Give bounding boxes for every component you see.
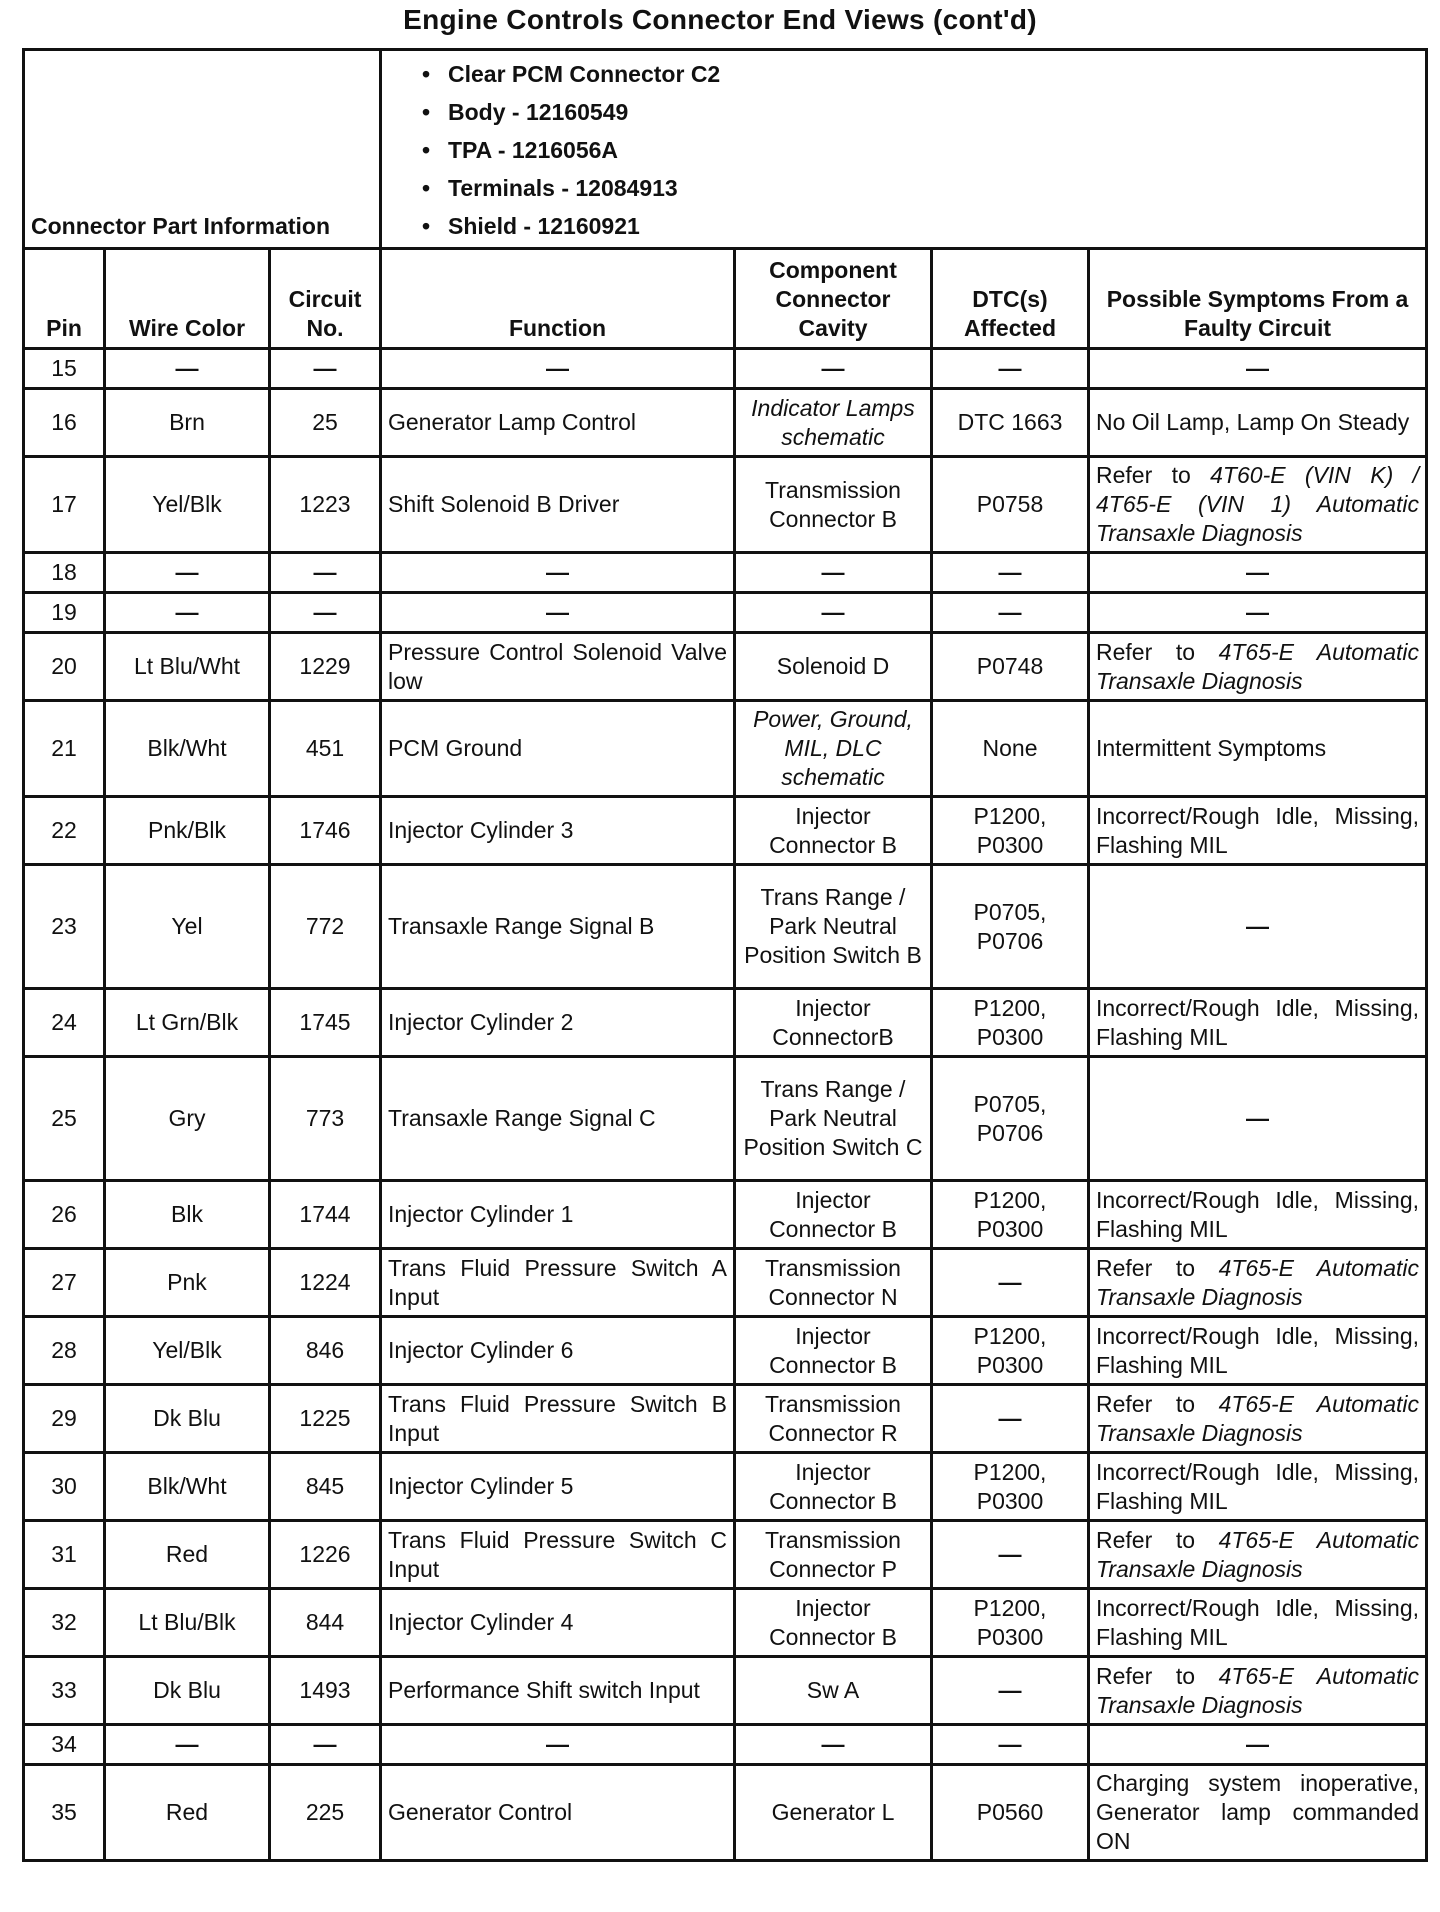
table-row bbox=[24, 1181, 1427, 1249]
dtc-cell: P0705, P0706 bbox=[932, 1057, 1089, 1181]
symptoms-cell: Refer to 4T60-E (VIN K) / 4T65-E (VIN 1) Automatic Transaxle Diagnosis bbox=[1089, 457, 1427, 553]
pin-cell: 26 bbox=[24, 1181, 105, 1249]
function-cell: Transaxle Range Signal B bbox=[381, 865, 735, 989]
cavity-cell: Transmission Connector P bbox=[735, 1521, 932, 1589]
cavity-cell: Injector Connector B bbox=[735, 1453, 932, 1521]
circuit-cell: 772 bbox=[270, 865, 381, 989]
dtc-cell: P0705, P0706 bbox=[932, 865, 1089, 989]
cavity-cell: — bbox=[735, 349, 932, 389]
circuit-cell: 25 bbox=[270, 389, 381, 457]
pin-cell: 28 bbox=[24, 1317, 105, 1385]
table-row bbox=[24, 1765, 1427, 1861]
connector-info-list bbox=[381, 50, 1427, 249]
column-header-row bbox=[24, 249, 1427, 349]
connector-info-item: • Body - 12160549 bbox=[422, 99, 629, 125]
dtc-cell: P1200, P0300 bbox=[932, 989, 1089, 1057]
pin-cell: 31 bbox=[24, 1521, 105, 1589]
symptoms-cell: Refer to 4T65-E Automatic Transaxle Diagnosis bbox=[1089, 1521, 1427, 1589]
symptoms-cell: — bbox=[1089, 865, 1427, 989]
wire-color-cell: — bbox=[105, 349, 270, 389]
cavity-cell: Injector ConnectorB bbox=[735, 989, 932, 1057]
circuit-cell: — bbox=[270, 593, 381, 633]
function-cell: Injector Cylinder 5 bbox=[381, 1453, 735, 1521]
wire-color-cell: — bbox=[105, 553, 270, 593]
table-row bbox=[24, 701, 1427, 797]
function-cell: Injector Cylinder 2 bbox=[381, 989, 735, 1057]
table-row bbox=[24, 1385, 1427, 1453]
pin-cell: 29 bbox=[24, 1385, 105, 1453]
symptoms-cell: Refer to 4T65-E Automatic Transaxle Diagnosis bbox=[1089, 1385, 1427, 1453]
pin-cell: 32 bbox=[24, 1589, 105, 1657]
function-cell: Trans Fluid Pressure Switch B Input bbox=[381, 1385, 735, 1453]
table-row bbox=[24, 457, 1427, 553]
symptoms-cell: Incorrect/Rough Idle, Missing, Flashing MIL bbox=[1089, 1453, 1427, 1521]
symptoms-cell: Refer to 4T65-E Automatic Transaxle Diagnosis bbox=[1089, 1657, 1427, 1725]
circuit-cell: 1226 bbox=[270, 1521, 381, 1589]
wire-color-cell: Lt Blu/Blk bbox=[105, 1589, 270, 1657]
cavity-cell: Transmission Connector R bbox=[735, 1385, 932, 1453]
dtc-cell: — bbox=[932, 1249, 1089, 1317]
table-row bbox=[24, 1249, 1427, 1317]
cavity-cell: Indicator Lamps schematic bbox=[735, 389, 932, 457]
table-row bbox=[24, 1317, 1427, 1385]
symptoms-cell: Incorrect/Rough Idle, Missing, Flashing MIL bbox=[1089, 1317, 1427, 1385]
wire-color-cell: Dk Blu bbox=[105, 1385, 270, 1453]
symptoms-cell: — bbox=[1089, 593, 1427, 633]
cavity-cell: Transmission Connector N bbox=[735, 1249, 932, 1317]
circuit-cell: 451 bbox=[270, 701, 381, 797]
cavity-cell: Trans Range / Park Neutral Position Switch B bbox=[735, 865, 932, 989]
table-row bbox=[24, 389, 1427, 457]
function-cell: — bbox=[381, 1725, 735, 1765]
pin-cell: 17 bbox=[24, 457, 105, 553]
header-circuit: Circuit No. bbox=[270, 249, 381, 349]
pin-cell: 23 bbox=[24, 865, 105, 989]
wire-color-cell: Blk/Wht bbox=[105, 1453, 270, 1521]
dtc-cell: P1200, P0300 bbox=[932, 1453, 1089, 1521]
wire-color-cell: Pnk/Blk bbox=[105, 797, 270, 865]
function-cell: Injector Cylinder 6 bbox=[381, 1317, 735, 1385]
dtc-cell: P0748 bbox=[932, 633, 1089, 701]
table-row bbox=[24, 593, 1427, 633]
pin-cell: 27 bbox=[24, 1249, 105, 1317]
table-row bbox=[24, 553, 1427, 593]
function-cell: Generator Control bbox=[381, 1765, 735, 1861]
wire-color-cell: — bbox=[105, 593, 270, 633]
dtc-cell: — bbox=[932, 1725, 1089, 1765]
pin-cell: 20 bbox=[24, 633, 105, 701]
cavity-cell: Injector Connector B bbox=[735, 1589, 932, 1657]
table-row bbox=[24, 1453, 1427, 1521]
circuit-cell: — bbox=[270, 1725, 381, 1765]
cavity-cell: Solenoid D bbox=[735, 633, 932, 701]
circuit-cell: 1229 bbox=[270, 633, 381, 701]
pin-cell: 24 bbox=[24, 989, 105, 1057]
cavity-cell: — bbox=[735, 593, 932, 633]
connector-info-item: • Clear PCM Connector C2 bbox=[422, 61, 721, 87]
cavity-cell: Generator L bbox=[735, 1765, 932, 1861]
pin-cell: 22 bbox=[24, 797, 105, 865]
function-cell: — bbox=[381, 349, 735, 389]
circuit-cell: — bbox=[270, 553, 381, 593]
table-row bbox=[24, 1657, 1427, 1725]
wire-color-cell: Red bbox=[105, 1765, 270, 1861]
wire-color-cell: Yel/Blk bbox=[105, 457, 270, 553]
symptoms-cell: — bbox=[1089, 349, 1427, 389]
dtc-cell: — bbox=[932, 349, 1089, 389]
function-cell: Trans Fluid Pressure Switch C Input bbox=[381, 1521, 735, 1589]
wire-color-cell: Blk/Wht bbox=[105, 701, 270, 797]
wire-color-cell: Brn bbox=[105, 389, 270, 457]
pin-cell: 16 bbox=[24, 389, 105, 457]
dtc-cell: — bbox=[932, 593, 1089, 633]
connector-info-row bbox=[24, 50, 1427, 249]
page-title: Engine Controls Connector End Views (cont'd) bbox=[403, 4, 1037, 35]
function-cell: Shift Solenoid B Driver bbox=[381, 457, 735, 553]
circuit-cell: 225 bbox=[270, 1765, 381, 1861]
symptoms-cell: Charging system inoperative, Generator lamp commanded ON bbox=[1089, 1765, 1427, 1861]
circuit-cell: 846 bbox=[270, 1317, 381, 1385]
table-row bbox=[24, 989, 1427, 1057]
function-cell: Injector Cylinder 1 bbox=[381, 1181, 735, 1249]
wire-color-cell: Blk bbox=[105, 1181, 270, 1249]
header-wire-color: Wire Color bbox=[105, 249, 270, 349]
cavity-cell: Trans Range / Park Neutral Position Switch C bbox=[735, 1057, 932, 1181]
dtc-cell: None bbox=[932, 701, 1089, 797]
symptoms-cell: — bbox=[1089, 1057, 1427, 1181]
header-function: Function bbox=[381, 249, 735, 349]
dtc-cell: P1200, P0300 bbox=[932, 1589, 1089, 1657]
function-cell: Performance Shift switch Input bbox=[381, 1657, 735, 1725]
circuit-cell: 1224 bbox=[270, 1249, 381, 1317]
function-cell: — bbox=[381, 553, 735, 593]
circuit-cell: 1225 bbox=[270, 1385, 381, 1453]
cavity-cell: Injector Connector B bbox=[735, 1181, 932, 1249]
connector-info-item: • TPA - 1216056A bbox=[422, 137, 619, 163]
pin-cell: 25 bbox=[24, 1057, 105, 1181]
circuit-cell: 1493 bbox=[270, 1657, 381, 1725]
table-row bbox=[24, 1057, 1427, 1181]
circuit-cell: 1744 bbox=[270, 1181, 381, 1249]
wire-color-cell: — bbox=[105, 1725, 270, 1765]
cavity-cell: Power, Ground, MIL, DLC schematic bbox=[735, 701, 932, 797]
circuit-cell: 845 bbox=[270, 1453, 381, 1521]
wire-color-cell: Yel bbox=[105, 865, 270, 989]
circuit-cell: — bbox=[270, 349, 381, 389]
header-dtc: DTC(s) Affected bbox=[932, 249, 1089, 349]
dtc-cell: — bbox=[932, 1657, 1089, 1725]
function-cell: — bbox=[381, 593, 735, 633]
dtc-cell: P1200, P0300 bbox=[932, 797, 1089, 865]
header-pin: Pin bbox=[24, 249, 105, 349]
header-cavity: Component Connector Cavity bbox=[735, 249, 932, 349]
function-cell: Pressure Control Solenoid Valve low bbox=[381, 633, 735, 701]
pin-cell: 15 bbox=[24, 349, 105, 389]
wire-color-cell: Pnk bbox=[105, 1249, 270, 1317]
circuit-cell: 1746 bbox=[270, 797, 381, 865]
dtc-cell: — bbox=[932, 553, 1089, 593]
table-row bbox=[24, 865, 1427, 989]
wire-color-cell: Dk Blu bbox=[105, 1657, 270, 1725]
table-row bbox=[24, 1589, 1427, 1657]
pin-cell: 30 bbox=[24, 1453, 105, 1521]
circuit-cell: 844 bbox=[270, 1589, 381, 1657]
cavity-cell: Injector Connector B bbox=[735, 797, 932, 865]
pin-cell: 35 bbox=[24, 1765, 105, 1861]
dtc-cell: P0758 bbox=[932, 457, 1089, 553]
dtc-cell: — bbox=[932, 1385, 1089, 1453]
symptoms-cell: Incorrect/Rough Idle, Missing, Flashing MIL bbox=[1089, 1181, 1427, 1249]
function-cell: Injector Cylinder 3 bbox=[381, 797, 735, 865]
wire-color-cell: Lt Grn/Blk bbox=[105, 989, 270, 1057]
symptoms-cell: Incorrect/Rough Idle, Missing, Flashing MIL bbox=[1089, 1589, 1427, 1657]
connector-info-item: • Terminals - 12084913 bbox=[422, 175, 678, 201]
table-row bbox=[24, 633, 1427, 701]
symptoms-cell: Refer to 4T65-E Automatic Transaxle Diagnosis bbox=[1089, 1249, 1427, 1317]
pin-cell: 18 bbox=[24, 553, 105, 593]
pin-cell: 21 bbox=[24, 701, 105, 797]
function-cell: Injector Cylinder 4 bbox=[381, 1589, 735, 1657]
dtc-cell: P1200, P0300 bbox=[932, 1317, 1089, 1385]
cavity-cell: Transmission Connector B bbox=[735, 457, 932, 553]
cavity-cell: Sw A bbox=[735, 1657, 932, 1725]
pin-cell: 33 bbox=[24, 1657, 105, 1725]
circuit-cell: 1745 bbox=[270, 989, 381, 1057]
connector-table bbox=[22, 48, 1428, 1862]
wire-color-cell: Gry bbox=[105, 1057, 270, 1181]
function-cell: Trans Fluid Pressure Switch A Input bbox=[381, 1249, 735, 1317]
table-row bbox=[24, 1725, 1427, 1765]
symptoms-cell: Incorrect/Rough Idle, Missing, Flashing MIL bbox=[1089, 989, 1427, 1057]
symptoms-cell: No Oil Lamp, Lamp On Steady bbox=[1089, 389, 1427, 457]
wire-color-cell: Red bbox=[105, 1521, 270, 1589]
symptoms-cell: — bbox=[1089, 553, 1427, 593]
cavity-cell: Injector Connector B bbox=[735, 1317, 932, 1385]
table-row bbox=[24, 1521, 1427, 1589]
cavity-cell: — bbox=[735, 553, 932, 593]
table-row bbox=[24, 349, 1427, 389]
wire-color-cell: Lt Blu/Wht bbox=[105, 633, 270, 701]
dtc-cell: P0560 bbox=[932, 1765, 1089, 1861]
dtc-cell: DTC 1663 bbox=[932, 389, 1089, 457]
circuit-cell: 773 bbox=[270, 1057, 381, 1181]
function-cell: Generator Lamp Control bbox=[381, 389, 735, 457]
symptoms-cell: Incorrect/Rough Idle, Missing, Flashing MIL bbox=[1089, 797, 1427, 865]
pin-cell: 34 bbox=[24, 1725, 105, 1765]
dtc-cell: P1200, P0300 bbox=[932, 1181, 1089, 1249]
function-cell: Transaxle Range Signal C bbox=[381, 1057, 735, 1181]
pin-cell: 19 bbox=[24, 593, 105, 633]
connector-info-item: • Shield - 12160921 bbox=[422, 213, 640, 239]
header-symptoms: Possible Symptoms From a Faulty Circuit bbox=[1089, 249, 1427, 349]
symptoms-cell: — bbox=[1089, 1725, 1427, 1765]
symptoms-cell: Intermittent Symptoms bbox=[1089, 701, 1427, 797]
circuit-cell: 1223 bbox=[270, 457, 381, 553]
cavity-cell: — bbox=[735, 1725, 932, 1765]
connector-info-label: Connector Part Information bbox=[24, 50, 381, 249]
wire-color-cell: Yel/Blk bbox=[105, 1317, 270, 1385]
dtc-cell: — bbox=[932, 1521, 1089, 1589]
function-cell: PCM Ground bbox=[381, 701, 735, 797]
table-row bbox=[24, 797, 1427, 865]
symptoms-cell: Refer to 4T65-E Automatic Transaxle Diagnosis bbox=[1089, 633, 1427, 701]
